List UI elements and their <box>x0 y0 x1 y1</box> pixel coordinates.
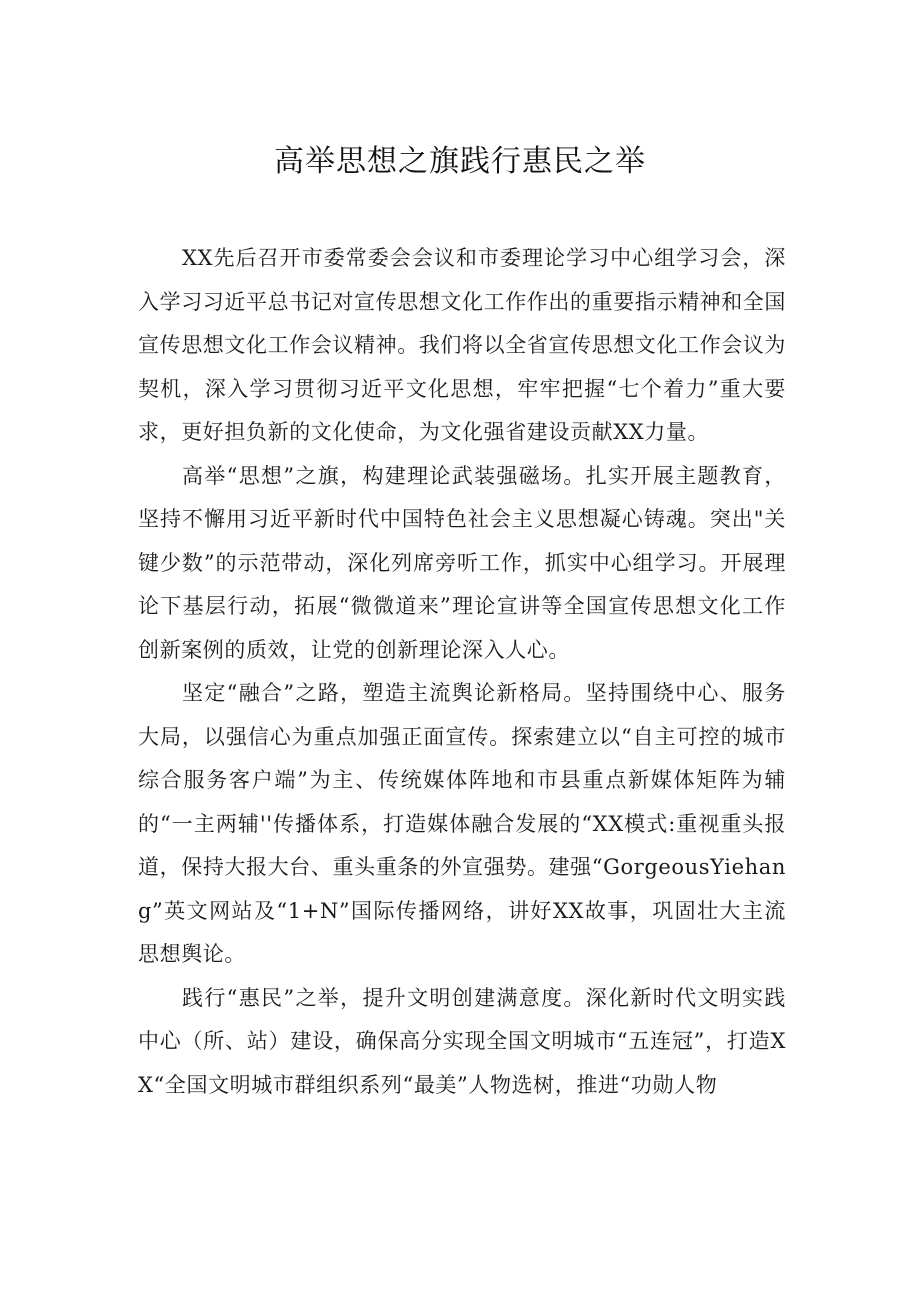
paragraph-civilization: 践行“惠民”之举，提升文明创建满意度。深化新时代文明实践中心（所、站）建设，确保高分实现全国文明城市“五连冠”，打造XX“全国文明城市群组织系列“最美”人物选树，推进“功勋人物 <box>138 985 786 1097</box>
paragraph-media-fusion: 坚定“融合”之路，塑造主流舆论新格局。坚持围绕中心、服务大局，以强信心为重点加强正面宣传。探索建立以“自主可控的城市综合服务客户端”为主、传统媒体阵地和市县重点新媒体矩阵为辅的“一主两辅''传播体系，打造媒体融合发展的“XX模式:重视重头报道，保持大报大台、重头重条的外宣强势。建强“GorgeousYiehang”英文网站及“1+N”国际传播网络，讲好XX故事，巩固壮大主流思想舆论。 <box>138 681 786 966</box>
paragraph-thought-flag: 高举“思想”之旗，构建理论武装强磁场。扎实开展主题教育，坚持不懈用习近平新时代中国特色社会主义思想凝心铸魂。突出"关键少数”的示范带动，深化列席旁听工作，抓实中心组学习。开展理论下基层行动，拓展“微微道来”理论宣讲等全国宣传思想文化工作创新案例的质效，让党的创新理论深入人心。 <box>138 463 786 662</box>
paragraph-intro: XX先后召开市委常委会会议和市委理论学习中心组学习会，深入学习习近平总书记对宣传思想文化工作作出的重要指示精神和全国宣传思想文化工作会议精神。我们将以全省宣传思想文化工作会议为契机，深入学习贯彻习近平文化思想，牢牢把握“七个着力”重大要求，更好担负新的文化使命，为文化强省建设贡献XX力量。 <box>138 246 786 444</box>
document-title: 高举思想之旗践行惠民之举 <box>274 144 646 179</box>
document-body <box>138 237 786 1107</box>
